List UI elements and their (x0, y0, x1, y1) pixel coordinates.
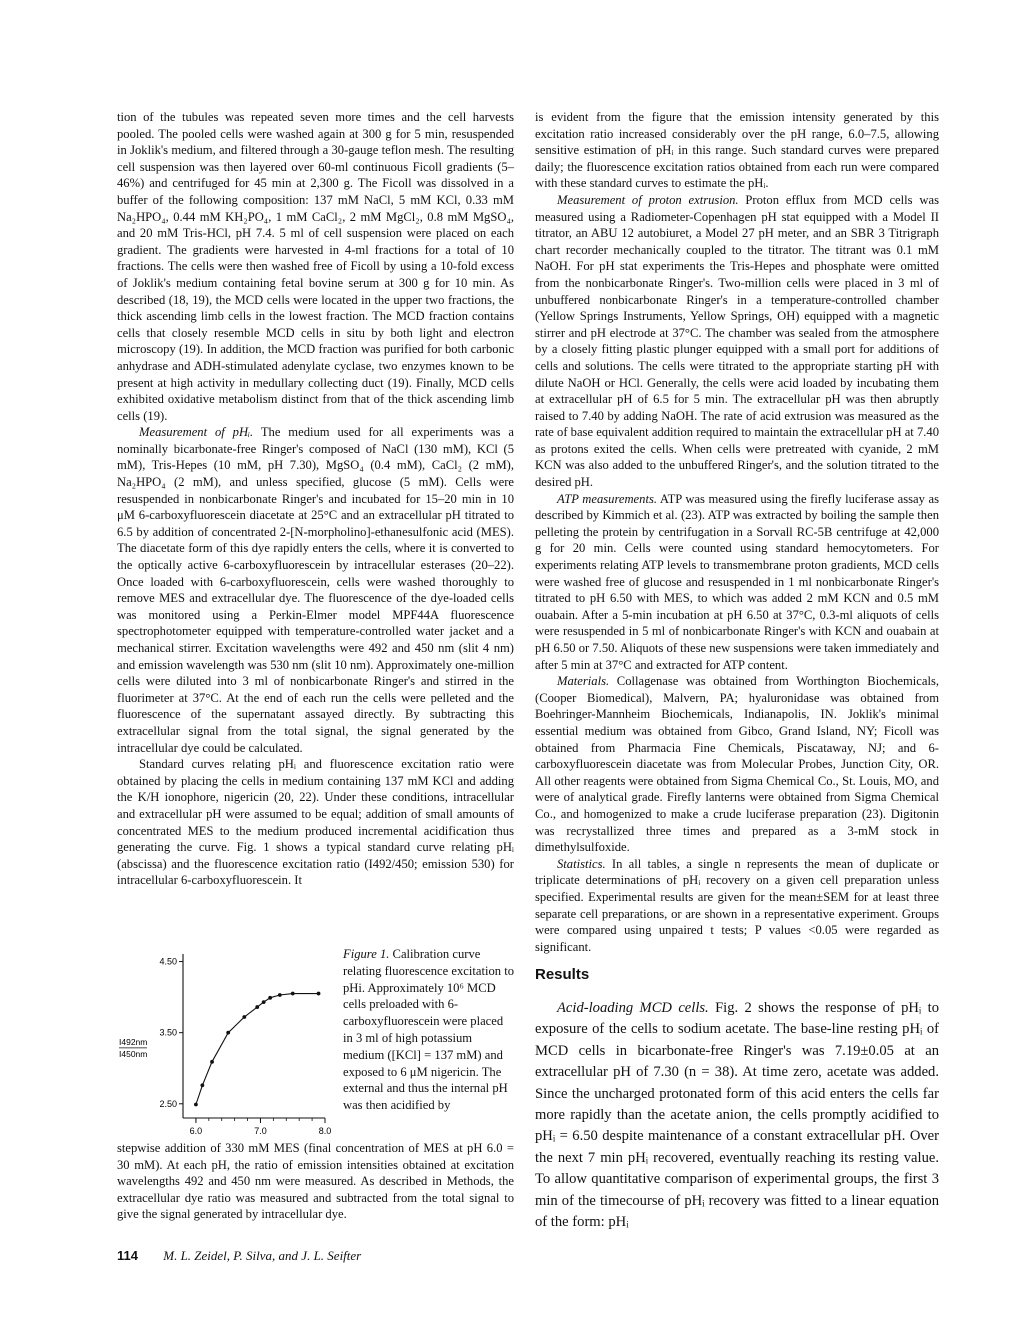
data-point (226, 1031, 230, 1035)
results-paragraph-1-body: Fig. 2 shows the response of pHᵢ to exposure of the cells to sodium acetate. The base-line resting pHᵢ of MCD cells in bicarbonate-free Ringer's was 7.19±0.05 at an extracellular pH of 7.30 (n = 38). At time zero, acetate was added. Since the uncharged protonated form of this acid enters the cells far more rapidly than the acetate anion, the cells promptly acidified to pHᵢ = 6.50 despite maintenance of a constant extracellular pH. Over the next 7 min pHᵢ recovered, eventually reaching its resting value. To allow quantitative comparison of experimental groups, the first 3 min of the timecourse of pHᵢ recovery was fitted to a linear equation of the form: pHᵢ (535, 999, 939, 1230)
data-point (291, 992, 295, 996)
page-footer (117, 1248, 517, 1264)
figure-caption-side-text: Calibration curve relating fluorescence excitation to pHi. Approximately 10⁶ MCD cells preloaded with 6-carboxyfluorescein were placed in 3 ml of high potassium medium ([KCl] = 137 mM) and exposed to 6 μM nigericin. The external and thus the internal pH was then acidified by (343, 947, 514, 1113)
data-point (194, 1103, 198, 1107)
y-tick-label: 2.50 (159, 1098, 177, 1109)
data-point (255, 1005, 259, 1009)
figure-caption-bottom: stepwise addition of 330 mM MES (final concentration of MES at pH 6.0 = 30 mM). At each pH, the ratio of emission intensities obtained at excitation wavelengths 492 and 450 nm were measured. As described in Methods, the extracellular dye ratio was measured and subtracted from the total signal to give the signal generated by intracellular dye. (117, 1141, 514, 1222)
section-head-acid-loading: Acid-loading MCD cells. (557, 999, 709, 1016)
results-paragraph-1 (535, 998, 939, 1233)
data-point (317, 992, 321, 996)
results-heading: Results (535, 966, 590, 984)
left-paragraph-2-body: The medium used for all experiments was a nominally bicarbonate-free Ringer's composed of NaCl (130 mM), KCl (5 mM), Tris-Hepes (10 mM, pH 7.30), MgSO₄ (0.4 mM), CaCl₂ (2 mM), Na₂HPO₄ (2 mM), and unless specified, glucose (5 mM). Cells were resuspended in nonbicarbonate Ringer's and incubated for 15–20 min in 10 μM 6-carboxyfluorescein diacetate at 25°C and an extracellular pH titrated to 6.5 by addition of concentrated 2-[N-morpholino]-ethanesulfonic acid (MES). The diacetate form of this dye rapidly enters the cells, where it is converted to the optically active 6-carboxyfluorescein by intracellular esterases (20–22). Once loaded with 6-carboxyfluorescein, cells were washed thoroughly to remove MES and extracellular dye. The fluorescence of the dye-loaded cells was monitored using a Perkin-Elmer model MPF44A fluorescence spectrophotometer equipped with temperature-controlled water jacket and a mechanical stirrer. Excitation wavelengths were 492 and 450 nm (slit 4 nm) and emission wavelength was 530 nm (slit 10 nm). Approximately one-million cells were diluted into 3 ml of nonbicarbonate Ringer's and stirred in the fluorimeter at 37°C. At the end of each run the cells were pelleted and the fluorescence of the supernatant assayed directly. By subtracting this extracellular signal from the total signal, the signal generated by the intracellular dye could be calculated. (117, 425, 514, 755)
right-paragraph-3 (535, 491, 939, 674)
x-tick-label: 7.0 (254, 1126, 267, 1136)
right-column (535, 109, 939, 1233)
data-point (210, 1060, 214, 1064)
data-point (200, 1083, 204, 1087)
data-point (278, 993, 282, 997)
data-point (268, 996, 272, 1000)
right-paragraph-1: is evident from the figure that the emission intensity generated by this excitation ratio increased considerably over the pH range, 6.0–7.5, allowing sensitive estimation of pHᵢ in this range. Such standard curves were prepared daily; the fluorescence excitation ratios obtained from each run were compared with these standard curves to estimate the pHᵢ. (535, 110, 939, 191)
chart-layer (119, 954, 331, 1140)
results-text (535, 998, 939, 1233)
page-number: 114 (117, 1248, 138, 1263)
left-column (117, 109, 514, 889)
left-paragraph-3: Standard curves relating pHᵢ and fluorescence excitation ratio were obtained by placing the cells in medium containing 137 mM KCl and adding the K/H ionophore, nigericin (20, 22). Under these conditions, intracellular and extracellular pH were assumed to be equal; addition of small amounts of concentrated MES to the medium produced incremental acidification thus generating the curve. Fig. 1 shows a typical standard curve relating pHᵢ (abscissa) and the fluorescence excitation ratio (I492/450; emission 530) for intracellular 6-carboxyfluorescein. It (117, 757, 514, 888)
right-paragraph-4 (535, 673, 939, 856)
section-head-materials: Materials. (557, 674, 610, 689)
y-axis-label-top: I492nm (119, 1036, 148, 1047)
y-axis-label-bottom: I450nm (119, 1048, 148, 1059)
calibration-chart (117, 940, 339, 1140)
data-point (242, 1015, 246, 1019)
right-paragraph-5 (535, 856, 939, 956)
left-paragraph-1: tion of the tubules was repeated seven more times and the cell harvests pooled. The pooled cells were washed again at 300 g for 5 min, resuspended in Joklik's medium, and filtered through a 30-gauge teflon mesh. The resulting cell suspension was then layered over 60-ml continuous Ficoll gradients (5–46%) and centrifuged for 45 min at 2,300 g. The Ficoll was dissolved in a buffer of the following composition: 137 mM NaCl, 5 mM KCl, 0.33 mM Na₂HPO₄, 0.44 mM KH₂PO₄, 1 mM CaCl₂, 2 mM MgCl₂, 0.8 mM MgSO₄, and 20 mM Tris-HCl, pH 7.4. 5 ml of cell suspension were placed on each gradient. The gradients were harvested in 4-ml fractions for a total of 10 fractions. The cells were then washed free of Ficoll by using a 10-fold excess of Joklik's medium containing fetal bovine serum at 300 g for 10 min. As described (18, 19), the MCD cells were located in the upper two fractions, the thick ascending limb cells in the lowest fraction. The MCD fraction contains cells that closely resemble MCD cells in situ by both light and electron microscopy (19). In addition, the MCD fraction was purified for both carbonic anhydrase and ADH-stimulated adenylate cyclase, two enzymes known to be present at high activity in medullary collecting duct (19). Finally, MCD cells exhibited oxidative metabolism distinct from that of the thick ascending limb cells (19). (117, 110, 514, 423)
y-tick-label: 3.50 (159, 1027, 177, 1038)
right-paragraph-4-body: Collagenase was obtained from Worthington Biochemicals, (Cooper Biomedical), Malvern, PA; hyaluronidase was obtained from Boehringer-Mannheim Biochemicals, Indianapolis, IN. Joklik's minimal essential medium was obtained from Gibco, Grand Island, NY; Ficoll was obtained from Pharmacia Fine Chemicals, Piscataway, NJ; and 6-carboxyfluorescein diacetate was from Molecular Probes, Junction City, OR. All other reagents were obtained from Sigma Chemical Co., St. Louis, MO, and were of analytical grade. Firefly lanterns were obtained from Sigma Chemical Co., and homogenized to make a crude luciferase preparation (23). Digitonin was recrystallized three times and prepared as a 3-mM stock in dimethylsulfoxide. (535, 674, 939, 855)
right-paragraph-3-body: ATP was measured using the firefly luciferase assay as described by Kimmich et al. (23). ATP was extracted by boiling the sample then pelleting the protein by centrifugation in a Sorvall RC-5B centrifuge at 42,000 g for 20 min. Cells were counted using standard hemocytometers. For experiments relating ATP levels to transmembrane proton gradients, MCD cells were washed free of glucose and resuspended in 1 ml nonbicarbonate Ringer's titrated to pH 6.50 with MES, to which was added 2 mM KCN and 0.5 mM ouabain. After a 5-min incubation at pH 6.50 at 37°C, 0.3-ml aliquots of cells were resuspended in 5 ml of nonbicarbonate Ringer's with KCN and ouabain at pH 6.50 or 7.50. Aliquots of these new suspensions were taken immediately and after 5 min at 37°C and extracted for ATP content. (535, 491, 940, 672)
right-paragraph-2-body: Proton efflux from MCD cells was measured using a Radiometer-Copenhagen pH stat equipped with a Model II titrator, an ABU 12 autobiuret, a Model 27 pH meter, and an SBR 3 Titrigraph chart recorder mechanically coupled to the titrator. The titrant was 0.1 mM NaOH. For pH stat experiments the Tris-Hepes and phosphate were omitted from the nonbicarbonate Ringer's. Two-million cells were placed in 3 ml of unbuffered nonbicarbonate Ringer's in a temperature-controlled chamber (Yellow Springs Instruments, Yellow Springs, OH) equipped with a magnetic stirrer and pH electrode at 37°C. The chamber was sealed from the atmosphere by a closely fitting plastic plunger equipped with a small port for additions of cells and solutions. The cells were titrated to the appropriate starting pH with dilute NaOH or HCl. Generally, the cells were acid loaded by incubating them at extracellular pH of 6.5 for 5 min. The extracellular pH was then abruptly raised to 7.40 by adding NaOH. The rate of acid extrusion was measured as the rate of base equivalent addition required to maintain the extracellular pH at 7.40 as protons exited the cells. When cells were pretreated with cyanide, 2 mM KCN was also added to the unbuffered Ringer's, and the solution titrated to the desired pH. (535, 192, 939, 490)
right-paragraph-5-body: In all tables, a single n represents the mean of duplicate or triplicate determinations of pHᵢ recovery on a given cell preparation unless specified. Experimental results are given for the mean±SEM for at least three separate cell preparations, or are shown in a representative experiment. Groups were compared using unpaired t tests; P values <0.05 were regarded as significant. (535, 856, 939, 954)
x-tick-label: 6.0 (189, 1126, 203, 1136)
right-paragraph-2 (535, 192, 939, 491)
y-tick-label: 4.50 (159, 956, 177, 967)
figure-1 (117, 940, 514, 1232)
data-point (262, 1000, 266, 1004)
footer-authors: M. L. Zeidel, P. Silva, and J. L. Seifter (163, 1248, 362, 1263)
calibration-curve (196, 994, 319, 1105)
x-tick-label: 8.0 (318, 1126, 332, 1136)
figure-caption-side (343, 946, 514, 1114)
left-paragraph-2 (117, 424, 514, 756)
section-head-proton-extrusion: Measurement of proton extrusion. (557, 192, 739, 207)
section-head-statistics: Statistics. (557, 856, 606, 871)
section-head-measurement-phi: Measurement of pHᵢ. (139, 425, 254, 440)
figure-caption-label: Figure 1. (343, 947, 390, 961)
section-head-atp: ATP measurements. (557, 491, 657, 506)
